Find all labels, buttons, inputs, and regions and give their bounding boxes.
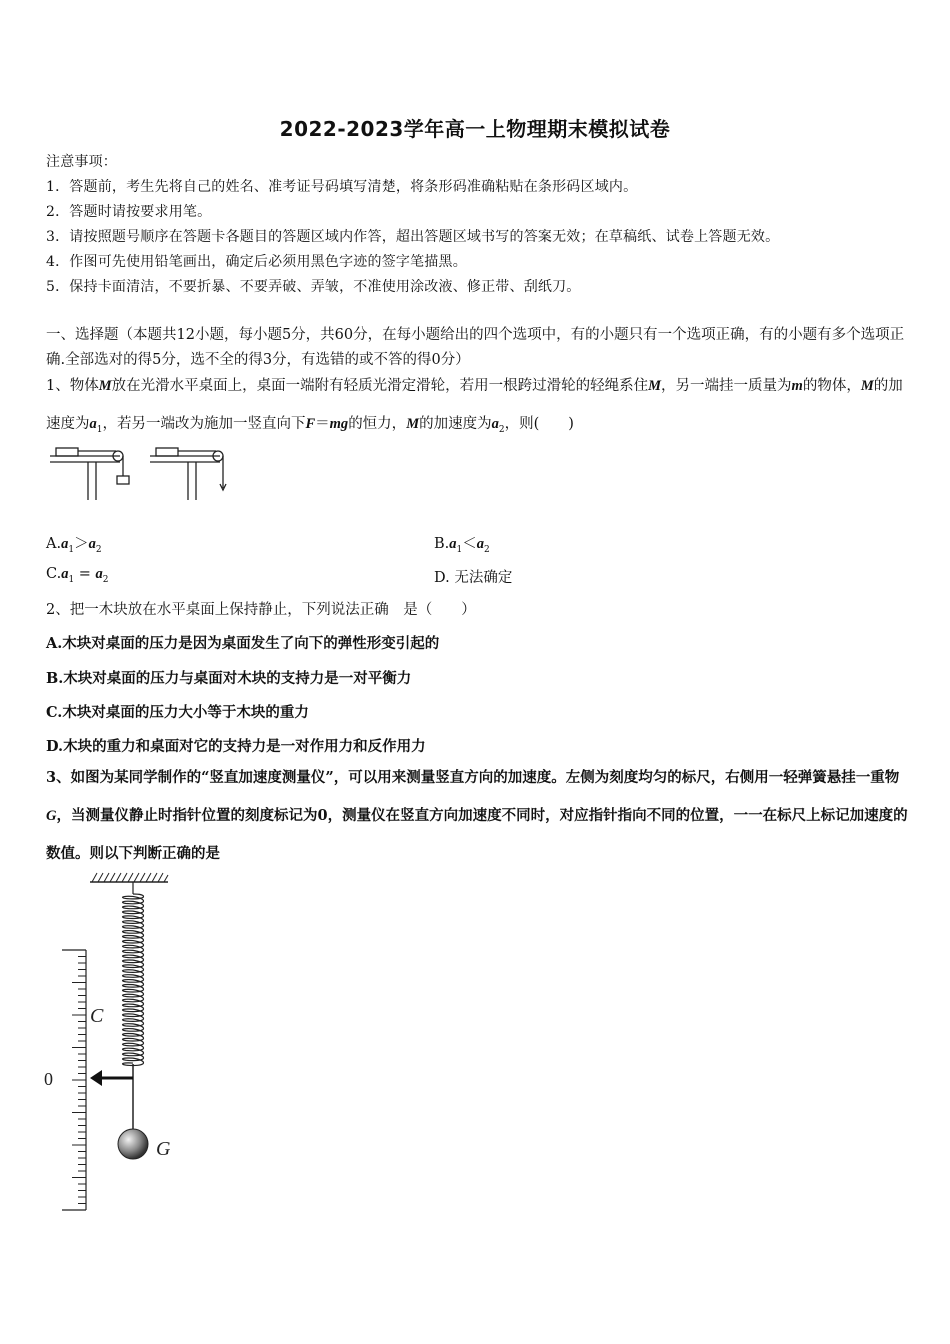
label-g: G	[156, 1138, 171, 1160]
q2-option-c: C.木块对桌面的压力大小等于木块的重力	[46, 704, 309, 721]
question-1-stem: 1、物体M放在光滑水平桌面上，桌面一端附有轻质光滑定滑轮，若用一根跨过滑轮的轻绳系住M，另一端挂一质量为m的物体，M的加速度为$a_1$，若另一端改为施加一竖直向下F＝mg的恒力，M的加速度为$a_2$，则( )	[46, 378, 903, 435]
note-item: 3．请按照题号顺序在答题卡各题目的答题区域内作答，超出答题区域书写的答案无效；在草稿纸、试卷上答题无效。	[46, 229, 780, 245]
q1-option-c: $C.a_1 = a_2$	[46, 566, 109, 585]
ruler-ticks	[72, 950, 86, 1210]
question-2-stem: 2、把一木块放在水平桌面上保持静止，下列说法正确 是（ ）	[46, 602, 476, 618]
weight-ball	[118, 1129, 148, 1159]
q2-option-b: B.木块对桌面的压力与桌面对木块的支持力是一对平衡力	[46, 670, 412, 687]
q2-option-d: D.木块的重力和桌面对它的支持力是一对作用力和反作用力	[46, 738, 426, 755]
q2-option-a: A.木块对桌面的压力是因为桌面发生了向下的弹性形变引起的	[46, 635, 440, 652]
spring	[123, 894, 144, 1066]
section-header: 一、选择题（本题共12小题，每小题5分，共60分，在每小题给出的四个选项中，有的小题只有一个选项正确，有的小题有多个选项正确.全部选对的得5分，选不全的得3分，有选错的或不答的得0分）	[46, 327, 905, 368]
label-c: C	[90, 1005, 104, 1027]
label-zero: 0	[44, 1069, 53, 1089]
q1-option-a: $A.a_1>a_2$	[46, 536, 102, 555]
notes-heading: 注意事项：	[46, 154, 117, 170]
pulley-diagram	[48, 444, 228, 504]
note-item: 4．作图可先使用铅笔画出，确定后必须用黑色字迹的签字笔描黑。	[46, 254, 467, 270]
q1-option-d: D. 无法确定	[434, 570, 513, 586]
q1-option-b: $B.a_1<a_2$	[434, 536, 490, 555]
question-3-stem: 3、如图为某同学制作的“竖直加速度测量仪”，可以用来测量竖直方向的加速度。左侧为刻度均匀的标尺，右侧用一轻弹簧悬挂一重物G，当测量仪静止时指针位置的刻度标记为0，测量仪在竖直方向加速度不同时，对应指针指向不同的位置，一一在标尺上标记加速度的数值。则以下判断正确的是	[46, 769, 908, 862]
note-item: 1．答题前，考生先将自己的姓名、准考证号码填写清楚，将条形码准确粘贴在条形码区域内。	[46, 179, 638, 195]
accelerometer-figure	[40, 868, 200, 1213]
note-item: 5．保持卡面清洁，不要折暴、不要弄破、弄皱，不准使用涂改液、修正带、刮纸刀。	[46, 279, 581, 295]
page-title: 2022-2023学年高一上物理期末模拟试卷	[279, 117, 671, 141]
note-item: 2．答题时请按要求用笔。	[46, 204, 212, 220]
